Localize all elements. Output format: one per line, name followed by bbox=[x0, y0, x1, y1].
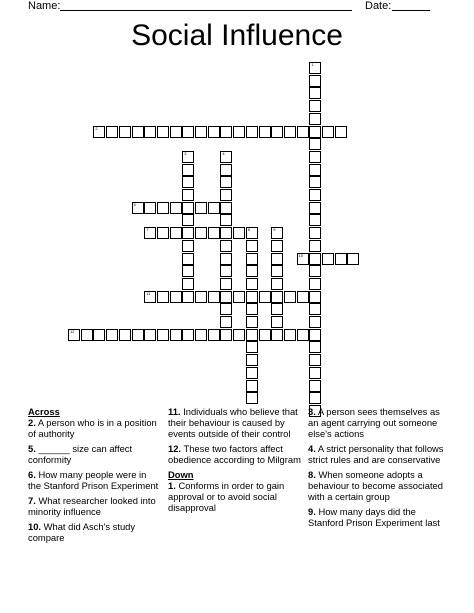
clue-text: How many people were in the Stanford Prison Experiment bbox=[28, 469, 159, 491]
clue-text: How many days did the Stanford Prison Experiment last bbox=[308, 506, 440, 528]
grid-cell[interactable] bbox=[309, 87, 321, 99]
grid-cell[interactable] bbox=[233, 227, 245, 239]
grid-cell[interactable] bbox=[182, 265, 194, 277]
cell-number: 8 bbox=[247, 227, 251, 233]
grid-cell[interactable] bbox=[93, 329, 105, 341]
grid-cell[interactable] bbox=[309, 329, 321, 341]
grid-cell[interactable] bbox=[182, 329, 194, 341]
grid-cell[interactable] bbox=[284, 291, 296, 303]
grid-cell[interactable] bbox=[246, 303, 258, 315]
clue-number: 12. bbox=[168, 443, 182, 454]
clue-down-8 bbox=[308, 469, 448, 502]
grid-cell[interactable] bbox=[309, 176, 321, 188]
grid-cell[interactable] bbox=[309, 126, 321, 138]
clue-across-7 bbox=[28, 495, 160, 517]
grid-cell[interactable] bbox=[271, 253, 283, 265]
grid-cell[interactable] bbox=[182, 291, 194, 303]
clue-text: When someone adopts a behaviour to become associated with a certain group bbox=[308, 469, 443, 502]
grid-cell[interactable] bbox=[220, 253, 232, 265]
grid-cell[interactable] bbox=[309, 253, 321, 265]
grid-cell[interactable] bbox=[271, 126, 283, 138]
grid-cell[interactable] bbox=[182, 227, 194, 239]
clue-across-11 bbox=[168, 406, 302, 439]
clue-text: A person sees themselves as an agent carrying out someone else's actions bbox=[308, 406, 440, 439]
grid-cell[interactable] bbox=[144, 291, 156, 303]
clue-number: 7. bbox=[28, 495, 36, 506]
clue-number: 2. bbox=[28, 417, 36, 428]
grid-cell[interactable] bbox=[309, 100, 321, 112]
grid-cell[interactable] bbox=[220, 291, 232, 303]
grid-cell[interactable] bbox=[208, 291, 220, 303]
grid-cell[interactable] bbox=[93, 126, 105, 138]
grid-cell[interactable] bbox=[246, 316, 258, 328]
clue-down-1 bbox=[168, 480, 302, 513]
clue-down-9 bbox=[308, 506, 448, 528]
clue-text: What did Asch's study compare bbox=[28, 521, 136, 543]
grid-cell[interactable] bbox=[220, 176, 232, 188]
grid-cell[interactable] bbox=[220, 278, 232, 290]
grid-cell[interactable] bbox=[246, 341, 258, 353]
clue-across-5 bbox=[28, 443, 160, 465]
grid-cell[interactable] bbox=[182, 126, 194, 138]
cell-number: 11 bbox=[146, 290, 151, 296]
grid-cell[interactable] bbox=[309, 75, 321, 87]
grid-cell[interactable] bbox=[182, 151, 194, 163]
name-label: Name: bbox=[28, 0, 61, 12]
grid-cell[interactable] bbox=[170, 329, 182, 341]
clue-text: Conforms in order to gain approval or to avoid social disapproval bbox=[168, 480, 285, 513]
grid-cell[interactable] bbox=[182, 164, 194, 176]
grid-cell[interactable] bbox=[157, 202, 169, 214]
grid-cell[interactable] bbox=[246, 392, 258, 404]
grid-cell[interactable] bbox=[297, 253, 309, 265]
grid-cell[interactable] bbox=[297, 291, 309, 303]
grid-cell[interactable] bbox=[271, 240, 283, 252]
cell-number: 4 bbox=[222, 150, 225, 156]
clue-across-6 bbox=[28, 469, 160, 491]
clue-number: 10. bbox=[28, 521, 42, 532]
grid-cell[interactable] bbox=[195, 227, 207, 239]
grid-cell[interactable] bbox=[309, 202, 321, 214]
clue-across-12 bbox=[168, 443, 302, 465]
grid-cell[interactable] bbox=[309, 189, 321, 201]
grid-cell[interactable] bbox=[220, 151, 232, 163]
grid-cell[interactable] bbox=[144, 202, 156, 214]
grid-cell[interactable] bbox=[195, 329, 207, 341]
grid-cell[interactable] bbox=[309, 240, 321, 252]
grid-cell[interactable] bbox=[309, 354, 321, 366]
clue-column-3 bbox=[308, 406, 448, 532]
grid-cell[interactable] bbox=[309, 265, 321, 277]
grid-cell[interactable] bbox=[309, 316, 321, 328]
grid-cell[interactable] bbox=[297, 329, 309, 341]
grid-cell[interactable] bbox=[246, 354, 258, 366]
clue-down-3 bbox=[308, 406, 448, 439]
grid-cell[interactable] bbox=[157, 291, 169, 303]
clue-text: A strict personality that follows strict rules and are conservative bbox=[308, 443, 444, 465]
grid-cell[interactable] bbox=[182, 240, 194, 252]
grid-cell[interactable] bbox=[208, 126, 220, 138]
grid-cell[interactable] bbox=[246, 367, 258, 379]
grid-cell[interactable] bbox=[309, 367, 321, 379]
grid-cell[interactable] bbox=[144, 227, 156, 239]
grid-cell[interactable] bbox=[170, 126, 182, 138]
grid-cell[interactable] bbox=[220, 265, 232, 277]
grid-cell[interactable] bbox=[271, 278, 283, 290]
grid-cell[interactable] bbox=[132, 126, 144, 138]
grid-cell[interactable] bbox=[182, 202, 194, 214]
grid-cell[interactable] bbox=[182, 189, 194, 201]
clue-number: 5. bbox=[28, 443, 36, 454]
grid-cell[interactable] bbox=[220, 202, 232, 214]
grid-cell[interactable] bbox=[170, 291, 182, 303]
grid-cell[interactable] bbox=[246, 265, 258, 277]
grid-cell[interactable] bbox=[157, 227, 169, 239]
grid-cell[interactable] bbox=[271, 329, 283, 341]
page-title: Social Influence bbox=[131, 19, 343, 52]
grid-cell[interactable] bbox=[68, 329, 80, 341]
cell-number: 3 bbox=[184, 150, 187, 156]
cell-number: 7 bbox=[146, 227, 149, 233]
clue-number: 6. bbox=[28, 469, 36, 480]
clue-number: 9. bbox=[308, 506, 316, 517]
grid-cell[interactable] bbox=[246, 227, 258, 239]
grid-cell[interactable] bbox=[106, 329, 118, 341]
grid-cell[interactable] bbox=[271, 291, 283, 303]
grid-cell[interactable] bbox=[220, 240, 232, 252]
grid-cell[interactable] bbox=[132, 202, 144, 214]
grid-cell[interactable] bbox=[271, 265, 283, 277]
clue-down-4 bbox=[308, 443, 448, 465]
grid-cell[interactable] bbox=[208, 202, 220, 214]
clue-text: These two factors affect obedience according to Milgram bbox=[168, 443, 301, 465]
grid-cell[interactable] bbox=[144, 126, 156, 138]
grid-cell[interactable] bbox=[246, 253, 258, 265]
grid-cell[interactable] bbox=[81, 329, 93, 341]
date-label: Date: bbox=[365, 0, 392, 12]
grid-cell[interactable] bbox=[271, 316, 283, 328]
grid-cell[interactable] bbox=[309, 62, 321, 74]
grid-cell[interactable] bbox=[208, 227, 220, 239]
cell-number: 2 bbox=[95, 125, 98, 131]
down-heading: Down bbox=[168, 469, 194, 480]
clue-text: ______ size can affect conformity bbox=[28, 443, 133, 465]
grid-cell[interactable] bbox=[157, 126, 169, 138]
grid-cell[interactable] bbox=[246, 380, 258, 392]
grid-cell[interactable] bbox=[182, 214, 194, 226]
grid-cell[interactable] bbox=[297, 126, 309, 138]
grid-cell[interactable] bbox=[246, 240, 258, 252]
grid-cell[interactable] bbox=[182, 278, 194, 290]
grid-cell[interactable] bbox=[322, 126, 334, 138]
grid-cell[interactable] bbox=[220, 303, 232, 315]
grid-cell[interactable] bbox=[309, 214, 321, 226]
grid-cell[interactable] bbox=[309, 341, 321, 353]
grid-cell[interactable] bbox=[246, 329, 258, 341]
grid-cell[interactable] bbox=[347, 253, 359, 265]
grid-cell[interactable] bbox=[220, 214, 232, 226]
clue-text: Individuals who believe that their behaviour is caused by events outside of their control bbox=[168, 406, 298, 439]
grid-cell[interactable] bbox=[195, 126, 207, 138]
clue-number: 4. bbox=[308, 443, 316, 454]
grid-cell[interactable] bbox=[220, 316, 232, 328]
clue-across-10 bbox=[28, 521, 160, 543]
clue-number: 1. bbox=[168, 480, 176, 491]
grid-cell[interactable] bbox=[170, 202, 182, 214]
cell-number: 10 bbox=[298, 252, 304, 258]
grid-cell[interactable] bbox=[106, 126, 118, 138]
grid-cell[interactable] bbox=[195, 202, 207, 214]
clue-number: 3. bbox=[308, 406, 316, 417]
grid-cell[interactable] bbox=[309, 138, 321, 150]
grid-cell[interactable] bbox=[220, 227, 232, 239]
clue-across-2 bbox=[28, 417, 160, 439]
grid-cell[interactable] bbox=[284, 126, 296, 138]
grid-cell[interactable] bbox=[157, 329, 169, 341]
grid-cell[interactable] bbox=[284, 329, 296, 341]
grid-cell[interactable] bbox=[233, 126, 245, 138]
grid-cell[interactable] bbox=[208, 329, 220, 341]
cell-number: 5 bbox=[133, 201, 136, 207]
grid-cell[interactable] bbox=[144, 329, 156, 341]
grid-cell[interactable] bbox=[309, 392, 321, 404]
grid-cell[interactable] bbox=[246, 278, 258, 290]
grid-cell[interactable] bbox=[170, 227, 182, 239]
grid-cell[interactable] bbox=[309, 227, 321, 239]
grid-cell[interactable] bbox=[309, 291, 321, 303]
across-heading: Across bbox=[28, 406, 60, 417]
grid-cell[interactable] bbox=[233, 291, 245, 303]
clue-column-1 bbox=[28, 406, 160, 547]
grid-cell[interactable] bbox=[335, 253, 347, 265]
grid-cell[interactable] bbox=[309, 278, 321, 290]
grid-cell[interactable] bbox=[220, 126, 232, 138]
grid-cell[interactable] bbox=[309, 151, 321, 163]
grid-cell[interactable] bbox=[259, 126, 271, 138]
grid-cell[interactable] bbox=[119, 329, 131, 341]
grid-cell[interactable] bbox=[246, 126, 258, 138]
grid-cell[interactable] bbox=[309, 303, 321, 315]
grid-cell[interactable] bbox=[220, 164, 232, 176]
grid-cell[interactable] bbox=[182, 176, 194, 188]
grid-cell[interactable] bbox=[220, 189, 232, 201]
grid-cell[interactable] bbox=[233, 329, 245, 341]
grid-cell[interactable] bbox=[322, 253, 334, 265]
cell-number: 9 bbox=[273, 227, 276, 233]
grid-cell[interactable] bbox=[246, 291, 258, 303]
clue-text: What researcher looked into minority influence bbox=[28, 495, 156, 517]
grid-cell[interactable] bbox=[119, 126, 131, 138]
clue-number: 11. bbox=[168, 406, 181, 417]
grid-cell[interactable] bbox=[259, 329, 271, 341]
cell-number: 12 bbox=[70, 328, 75, 334]
grid-cell[interactable] bbox=[271, 227, 283, 239]
grid-cell[interactable] bbox=[132, 329, 144, 341]
clue-number: 8. bbox=[308, 469, 316, 480]
clue-column-2 bbox=[168, 406, 302, 517]
clue-text: A person who is in a position of authority bbox=[28, 417, 157, 439]
grid-cell[interactable] bbox=[335, 126, 347, 138]
grid-cell[interactable] bbox=[271, 303, 283, 315]
grid-cell[interactable] bbox=[195, 291, 207, 303]
grid-cell[interactable] bbox=[309, 164, 321, 176]
cell-number: 1 bbox=[311, 62, 314, 67]
grid-cell[interactable] bbox=[259, 291, 271, 303]
grid-cell[interactable] bbox=[220, 329, 232, 341]
grid-cell[interactable] bbox=[309, 113, 321, 125]
grid-cell[interactable] bbox=[182, 253, 194, 265]
grid-cell[interactable] bbox=[309, 380, 321, 392]
